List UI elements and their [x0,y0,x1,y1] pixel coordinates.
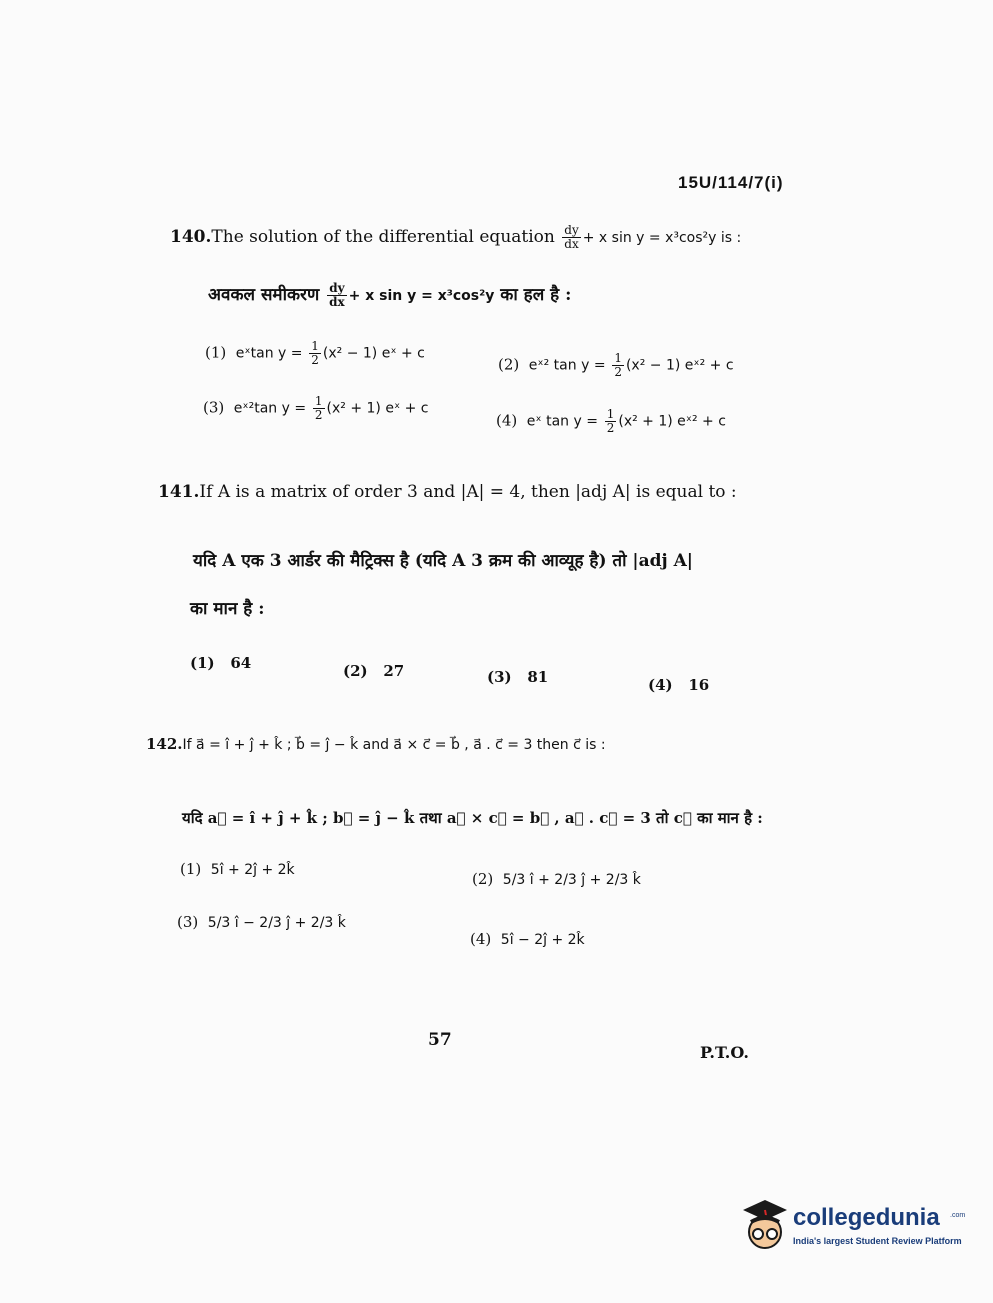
question-141 [158,482,737,502]
paper-code: 15U/114/7(i) [678,173,784,192]
question-140 [170,224,741,251]
question-number: 140. [170,227,212,247]
question-text-en: If A is a matrix of order 3 and |A| = 4, then |adj A| is equal to : [199,482,737,502]
mascot-icon [735,1198,793,1260]
question-142-hindi: यदि a⃗ = î + ĵ + k̂ ; b⃗ = ĵ − k̂ तथा a⃗ × c⃗ = b⃗ , a⃗ . c⃗ = 3 तो c⃗ का मान है : [182,809,763,827]
question-end-hi: का हल है : [500,285,572,305]
question-141-hindi-line1: यदि A एक 3 आर्डर की मैट्रिक्स है (यदि A 3 क्रम की आव्यूह है) तो |adj A| [193,551,693,571]
q142-option-4: (4) 5î − 2ĵ + 2k̂ [470,930,585,948]
logo-wordmark: collegedunia [793,1204,940,1231]
logo-tagline: India's largest Student Review Platform [793,1236,962,1246]
equation-tail-hi: + x sin y = x³cos²y [348,288,495,304]
question-text-en: The solution of the differential equation [211,227,555,247]
question-142 [146,735,606,753]
question-140-hindi [208,282,571,309]
q142-option-1: (1) 5î + 2ĵ + 2k̂ [180,860,295,878]
question-number: 142. [146,735,183,753]
q142-option-3: (3) 5/3 î − 2/3 ĵ + 2/3 k̂ [177,913,346,931]
question-141-hindi-line2: का मान है : [190,599,265,619]
q140-option-4: (4) eˣ tan y = $\frac{1}{2}$ (x² + 1) eˣ² + c [496,407,726,435]
question-number: 141. [158,482,200,502]
q140-option-2: (2) eˣ² tan y = $\frac{1}{2}$ (x² − 1) eˣ² + c [498,351,734,379]
q141-option-2: (2) 27 [343,662,405,680]
q141-option-1: (1) 64 [190,654,252,672]
q140-option-1: (1) eˣtan y = $\frac{1}{2}$ (x² − 1) eˣ + c [205,339,425,367]
equation-tail: + x sin y = x³cos²y is : [582,230,742,246]
q141-option-3: (3) 81 [487,668,549,686]
page-number: 57 [428,1030,452,1050]
dy-dx-fraction: $\frac{dy}{dx}$ [564,223,579,251]
q142-option-2: (2) 5/3 î + 2/3 ĵ + 2/3 k̂ [472,870,641,888]
dy-dx-fraction-hi: $\frac{dy}{dx}$ [329,281,345,309]
collegedunia-logo [735,1198,965,1268]
question-text-hi: अवकल समीकरण [208,285,320,305]
q140-option-3: (3) eˣ²tan y = $\frac{1}{2}$ (x² + 1) eˣ + c [203,394,429,422]
logo-suffix: .com [950,1212,966,1219]
question-text-en: If a⃗ = î + ĵ + k̂ ; b⃗ = ĵ − k̂ and a⃗ × c⃗ = b⃗ , a⃗ . c⃗ = 3 then c⃗ is : [182,737,606,753]
pto-label: P.T.O. [700,1043,749,1062]
q141-option-4: (4) 16 [648,676,710,694]
